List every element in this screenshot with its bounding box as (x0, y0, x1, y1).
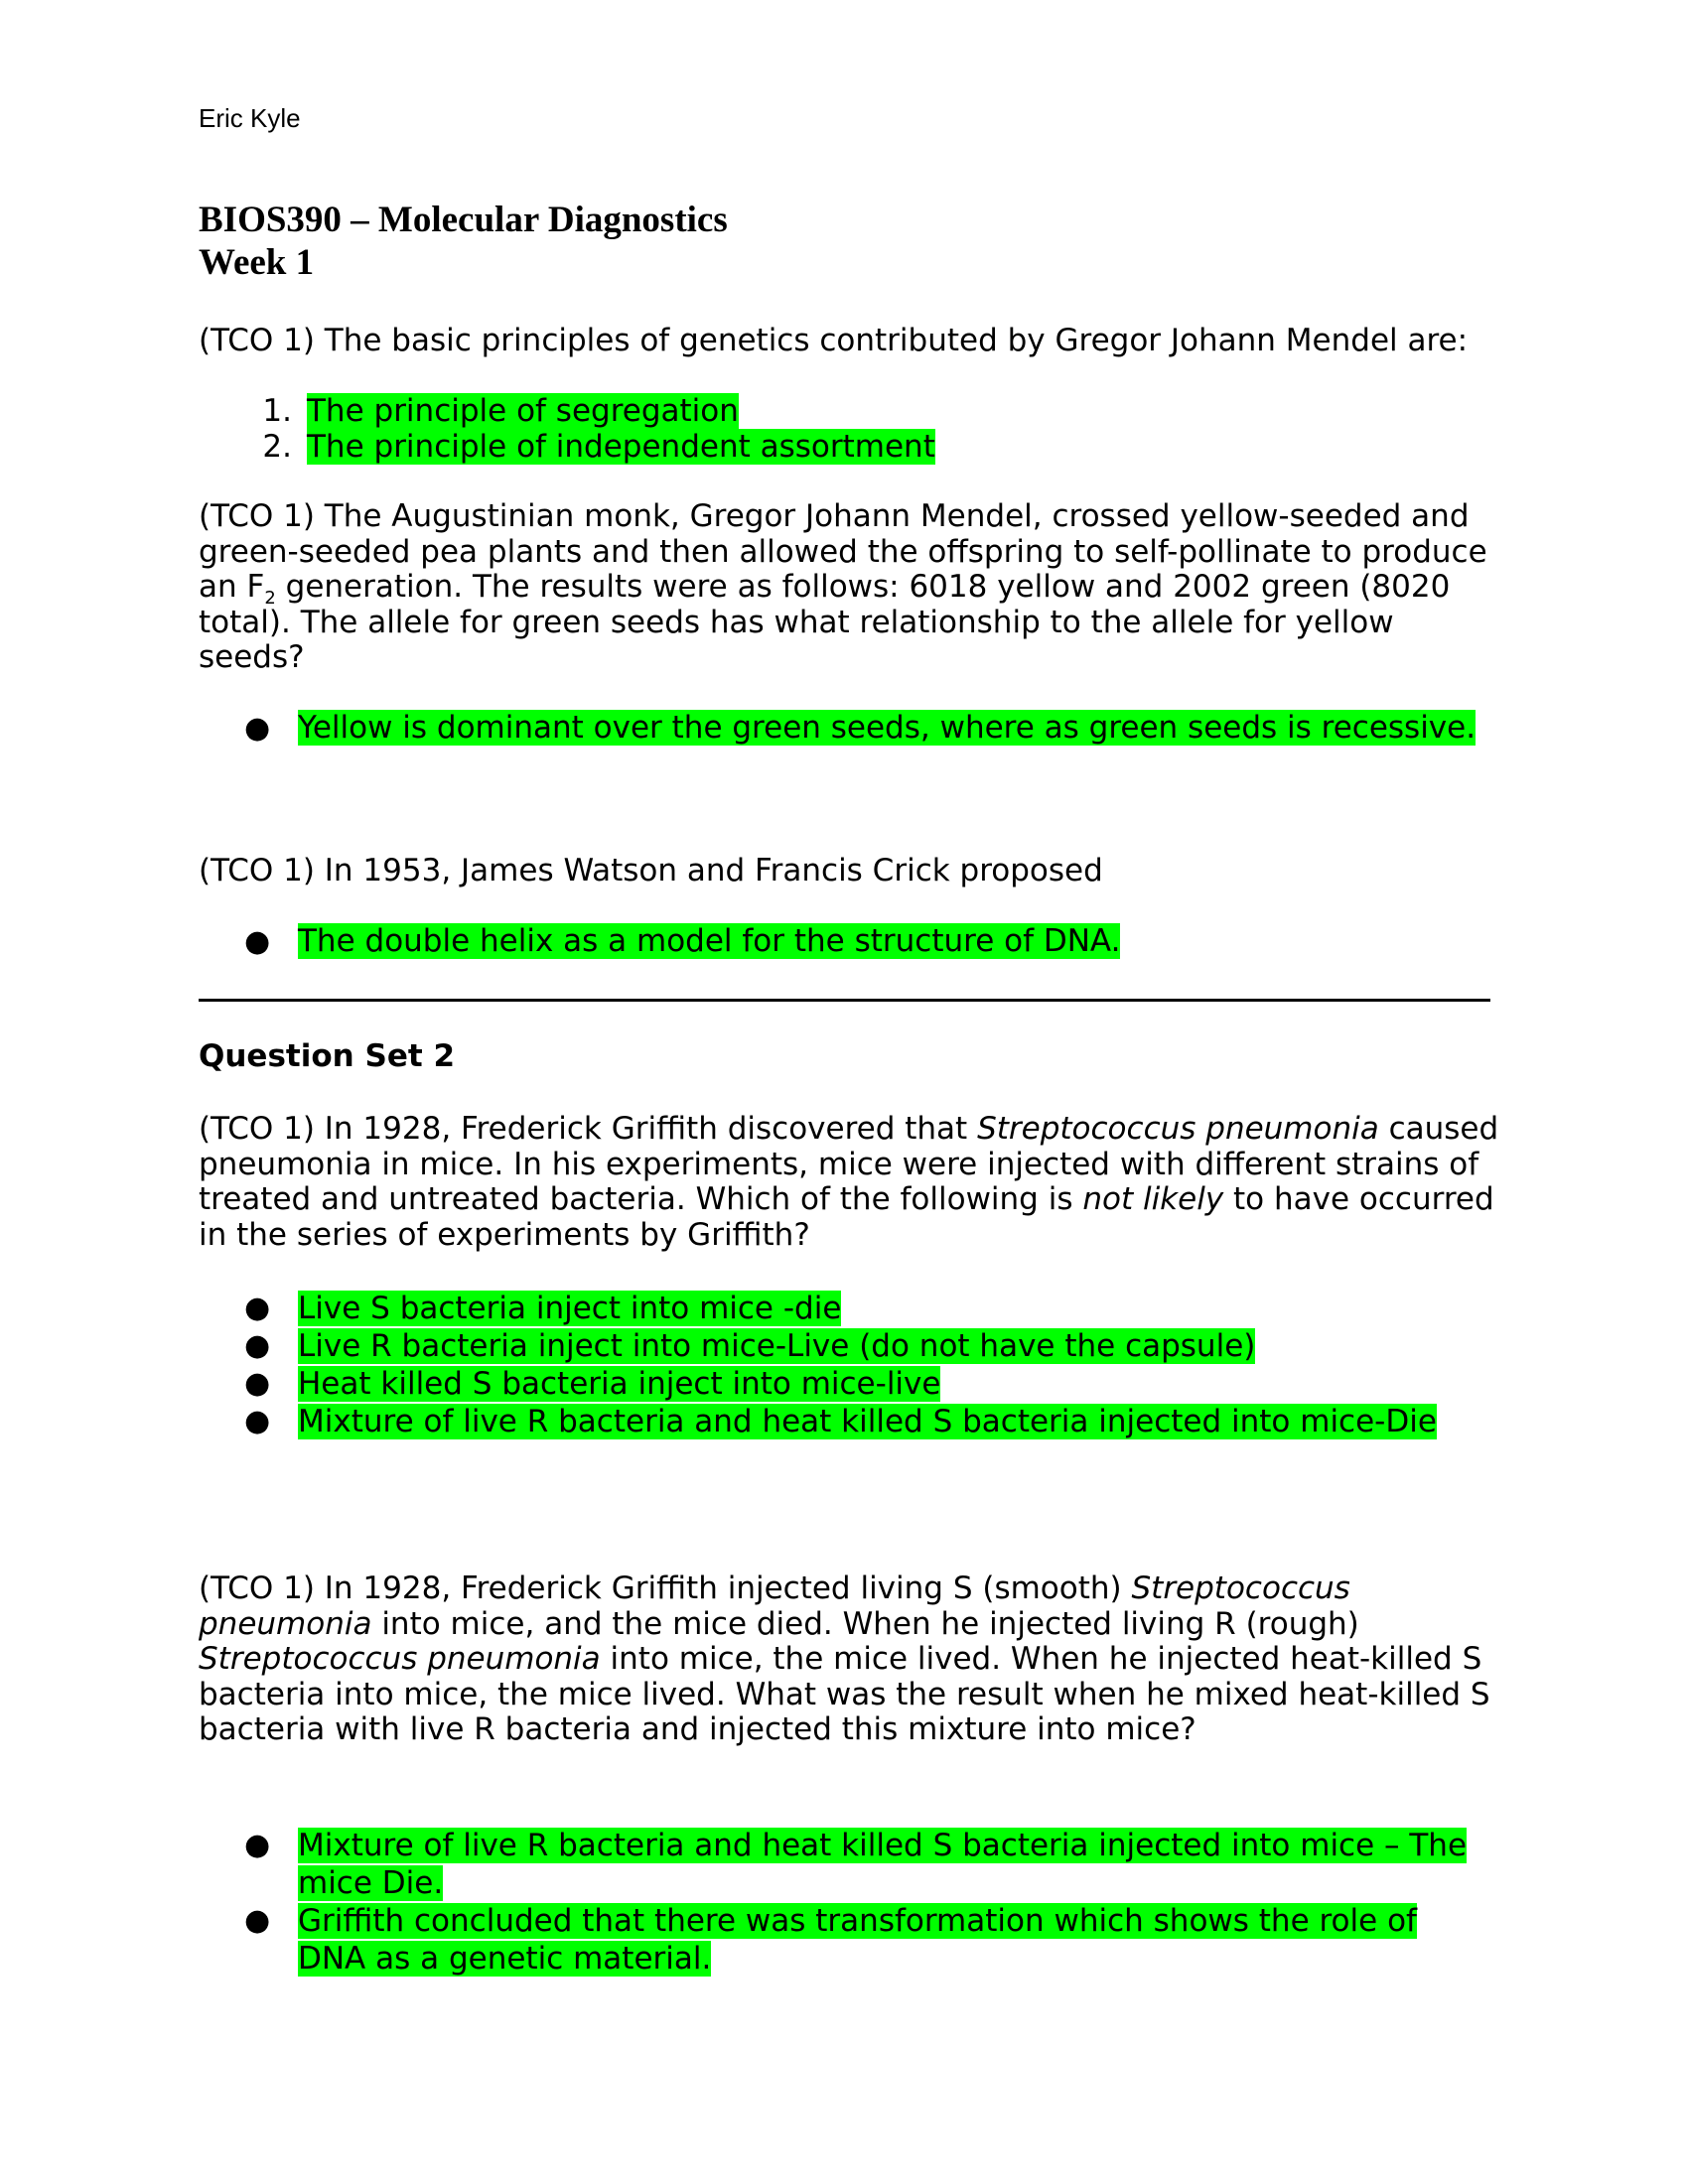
answer-text: The double helix as a model for the structure of DNA. (298, 923, 1121, 959)
question-5-answer-list (199, 1827, 1489, 1978)
answer-text: Mixture of live R bacteria and heat killed S bacteria injected into mice-Die (298, 1404, 1437, 1439)
answer-text: Griffith concluded that there was transformation which shows the role of DNA as a genetic material. (298, 1903, 1417, 1977)
bullet: ● (244, 1903, 271, 1938)
prompt-part: (TCO 1) In 1928, Frederick Griffith discovered that (199, 1111, 978, 1147)
species-name: Streptococcus pneumonia (199, 1641, 601, 1677)
list-item (199, 430, 1489, 466)
title-week: Week 1 (199, 242, 315, 283)
list-item (199, 711, 1489, 747)
question-4-answer-list (199, 1290, 1489, 1440)
section-heading: Question Set 2 (199, 1038, 456, 1074)
answer-text: Mixture of live R bacteria and heat killed S bacteria injected into mice – The mice Die. (298, 1828, 1468, 1901)
question-4-prompt (199, 1112, 1499, 1253)
answer-text: The principle of segregation (307, 393, 739, 429)
question-3-answer-list (199, 924, 1489, 960)
answer-text: Live S bacteria inject into mice -die (298, 1291, 842, 1326)
emphasis-text: not likely (1082, 1181, 1224, 1217)
prompt-part: (TCO 1) The Augustinian monk, Gregor Johann Mendel, crossed yellow-seeded and green-seeded pea plants and then allowed the offspring to self-pollinate to produce an F (199, 498, 1487, 605)
question-3-prompt: (TCO 1) In 1953, James Watson and Francis Crick proposed (199, 853, 1103, 888)
answer-text: Yellow is dominant over the green seeds, where as green seeds is recessive. (298, 710, 1477, 746)
prompt-part: caused pneumonia in mice. In his experiments, mice were injected with different strains of treated and untreated bacteria. Which of the following is (199, 1111, 1499, 1217)
bullet: ● (244, 1291, 271, 1325)
document-title (199, 199, 728, 284)
list-number: 1. (262, 393, 292, 429)
list-item (199, 1827, 1489, 1902)
list-item (199, 394, 1489, 430)
species-name: Streptococcus pneumonia (199, 1570, 1350, 1642)
list-item (199, 1403, 1539, 1440)
list-item (199, 1902, 1489, 1978)
bullet: ● (244, 711, 271, 746)
prompt-part: to have occurred in the series of experiments by Griffith? (199, 1181, 1494, 1253)
horizontal-divider (199, 999, 1490, 1002)
list-item (199, 1290, 1539, 1327)
species-name: Streptococcus pneumonia (977, 1111, 1379, 1147)
question-2-prompt (199, 499, 1499, 676)
prompt-part: into mice, and the mice died. When he injected living R (rough) (371, 1605, 1359, 1642)
bullet: ● (244, 1828, 271, 1862)
bullet: ● (244, 1366, 271, 1401)
list-item (199, 1365, 1539, 1403)
question-1-prompt: (TCO 1) The basic principles of genetics contributed by Gregor Johann Mendel are: (199, 323, 1469, 358)
header-author: Eric Kyle (199, 103, 301, 133)
bullet: ● (244, 924, 271, 959)
answer-text: Heat killed S bacteria inject into mice-live (298, 1366, 941, 1402)
bullet: ● (244, 1328, 271, 1363)
question-2-answer-list (199, 711, 1489, 747)
prompt-part: into mice, the mice lived. When he injected heat-killed S bacteria into mice, the mice lived. What was the result when he mixed heat-killed S bacteria with live R bacteria and injected this mixture into mice? (199, 1641, 1490, 1747)
answer-text: The principle of independent assortment (307, 428, 935, 465)
list-item (199, 924, 1489, 960)
question-1-answer-list (199, 394, 1489, 465)
question-5-prompt (199, 1571, 1499, 1748)
answer-text: Live R bacteria inject into mice-Live (do not have the capsule) (298, 1328, 1256, 1364)
prompt-part: generation. The results were as follows: 6018 yellow and 2002 green (8020 total). The allele for green seeds has what relationship to the allele for yellow seeds? (199, 569, 1451, 675)
title-course: BIOS390 – Molecular Diagnostics (199, 200, 728, 240)
prompt-part: (TCO 1) In 1928, Frederick Griffith injected living S (smooth) (199, 1570, 1132, 1606)
list-number: 2. (262, 428, 292, 465)
subscript: 2 (264, 588, 276, 610)
bullet: ● (244, 1404, 271, 1438)
list-item (199, 1327, 1539, 1365)
